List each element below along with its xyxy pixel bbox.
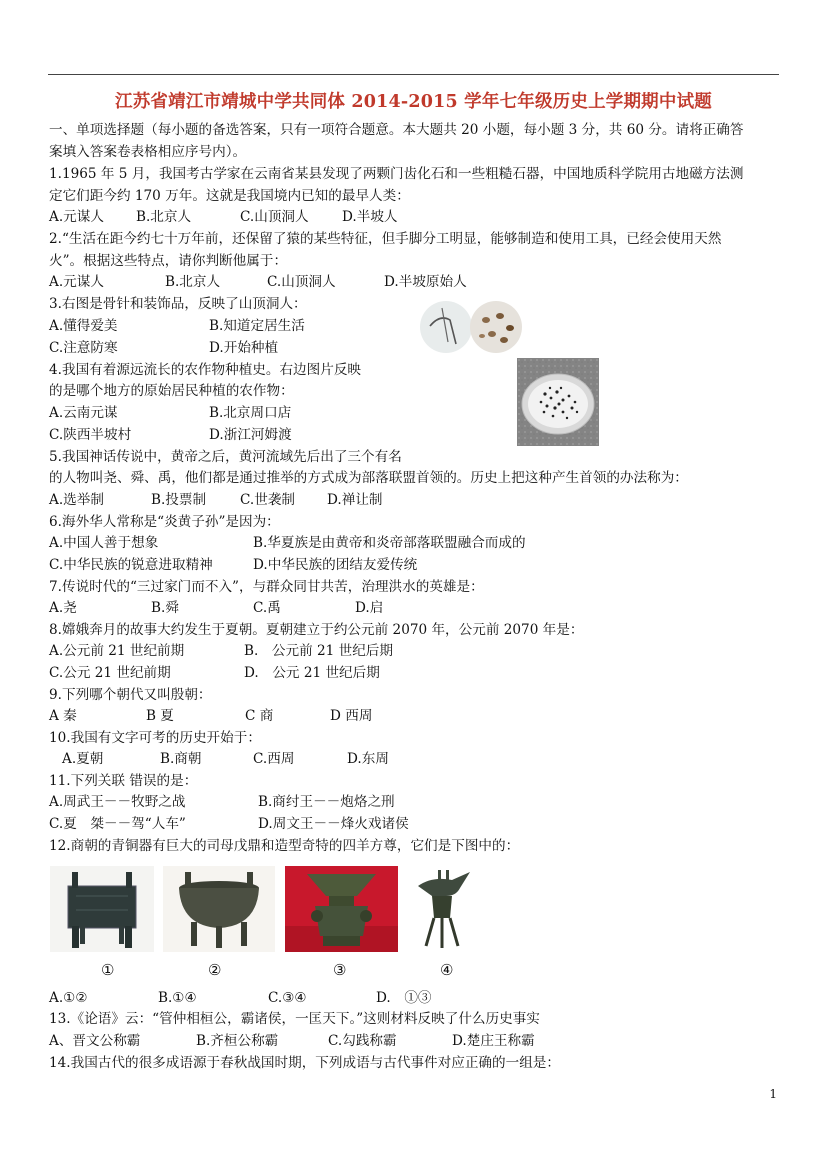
- option-b: B.北京周口店: [209, 405, 292, 421]
- question-14-stem: 14.我国古代的很多成语源于春秋战国时期，下列成语与古代事件对应正确的一组是：: [49, 1055, 560, 1071]
- option-a: A.周武王－－牧野之战: [49, 794, 186, 810]
- image-label-1: ①: [101, 961, 115, 979]
- section-intro-line: 案填入答案卷表格相应序号内）。: [49, 144, 247, 160]
- question-4-stem: 4.我国有着源远流长的农作物种植史。右边图片反映: [49, 362, 362, 378]
- question-10-stem: 10.我国有文字可考的历史开始于：: [49, 730, 261, 746]
- option-c: C.山顶洞人: [267, 274, 336, 290]
- question-7-stem: 7.传说时代的“三过家门而不入”，与群众同甘共苦，治理洪水的英雄是：: [49, 579, 484, 595]
- option-b: B. 公元前 21 世纪后期: [244, 643, 393, 659]
- option-a: A.中国人善于想象: [49, 535, 159, 551]
- option-a: A.尧: [49, 600, 77, 616]
- option-b: B.投票制: [151, 492, 207, 508]
- option-b: B.华夏族是由黄帝和炎帝部落联盟融合而成的: [253, 535, 526, 551]
- image-label-4: ④: [440, 961, 454, 979]
- option-a: A.公元前 21 世纪前期: [49, 643, 185, 659]
- option-d: D.启: [355, 600, 384, 616]
- option-d: D.禅让制: [327, 492, 383, 508]
- question-4-stem: 的是哪个地方的原始居民种植的农作物：: [49, 383, 294, 399]
- option-d: D.半坡原始人: [384, 274, 467, 290]
- question-5-stem: 5.我国神话传说中，黄帝之后，黄河流域先后出了三个有名: [49, 449, 402, 465]
- option-b: B.商朝: [160, 751, 202, 767]
- option-c: C.勾践称霸: [328, 1033, 397, 1049]
- option-d: D. 公元 21 世纪后期: [244, 665, 380, 681]
- question-1-stem: 1.1965 年 5 月，我国考古学家在云南省某县发现了两颗门齿化石和一些粗糙石器，中国地质科学院用古地磁方法测: [49, 166, 744, 182]
- question-12-stem: 12.商朝的青铜器有巨大的司母戊鼎和造型奇特的四羊方尊，它们是下图中的：: [49, 838, 520, 854]
- option-c: C.世袭制: [240, 492, 296, 508]
- question-13-stem: 13.《论语》云：“管仲相桓公，霸诸侯，一匡天下。”这则材料反映了什么历史事实: [49, 1011, 540, 1027]
- grain-bowl-image: [517, 358, 599, 446]
- image-label-3: ③: [333, 961, 347, 979]
- option-b: B.知道定居生活: [209, 318, 305, 334]
- option-c: C.禹: [253, 600, 281, 616]
- option-a: A.元谋人: [49, 209, 104, 225]
- page-title: 江苏省靖江市靖城中学共同体 2014-2015 学年七年级历史上学期期中试题: [115, 92, 712, 112]
- option-c: C.山顶洞人: [240, 209, 309, 225]
- question-9-stem: 9.下列哪个朝代又叫殷朝：: [49, 687, 212, 703]
- option-a: A.元谋人: [49, 274, 104, 290]
- option-c: C 商: [245, 708, 274, 724]
- question-6-stem: 6.海外华人常称是“炎黄子孙”是因为：: [49, 514, 280, 530]
- bone-needle-ornaments-image: [420, 298, 524, 356]
- option-a: A.选举制: [49, 492, 104, 508]
- question-11-stem: 11.下列关联 错误的是：: [49, 773, 198, 789]
- image-label-2: ②: [208, 961, 222, 979]
- option-b: B 夏: [146, 708, 174, 724]
- option-d: D.浙江河姆渡: [209, 427, 292, 443]
- option-c: C.③④: [268, 990, 307, 1006]
- option-c: C.夏 桀－－驾“人车”: [49, 816, 186, 832]
- option-d: D. ①③: [376, 990, 432, 1006]
- option-a: A 秦: [49, 708, 77, 724]
- page-number: 1: [769, 1087, 777, 1101]
- option-a: A.夏朝: [62, 751, 104, 767]
- option-b: B.北京人: [165, 274, 221, 290]
- option-b: B.北京人: [136, 209, 192, 225]
- option-b: B.齐桓公称霸: [196, 1033, 279, 1049]
- question-3-stem: 3.右图是骨针和装饰品，反映了山顶洞人：: [49, 296, 307, 312]
- bronze-round-ding-image: [163, 866, 275, 952]
- question-8-stem: 8.嫦娥奔月的故事大约发生于夏朝。夏朝建立于约公元前 2070 年，公元前 2070 年是：: [49, 622, 584, 638]
- option-d: D.半坡人: [342, 209, 398, 225]
- option-d: D.东周: [347, 751, 389, 767]
- option-c: C.公元 21 世纪前期: [49, 665, 171, 681]
- option-a: A、晋文公称霸: [49, 1033, 141, 1049]
- question-1-stem: 定它们距今约 170 万年。这就是我国境内已知的最早人类：: [49, 188, 410, 204]
- option-c: C.中华民族的锐意进取精神: [49, 557, 213, 573]
- option-a: A.云南元谋: [49, 405, 118, 421]
- option-c: C.西周: [253, 751, 295, 767]
- option-d: D.中华民族的团结友爱传统: [253, 557, 418, 573]
- question-2-stem: 火”。根据这些特点，请你判断他属于：: [49, 253, 288, 269]
- option-a: A.①②: [49, 990, 88, 1006]
- option-b: B.商纣王－－炮烙之刑: [258, 794, 395, 810]
- option-d: D 西周: [330, 708, 373, 724]
- four-ram-square-zun-image: [285, 866, 398, 952]
- option-d: D.开始种植: [209, 340, 279, 356]
- section-intro-line: 一、单项选择题（每小题的备选答案，只有一项符合题意。本大题共 20 小题，每小题 3 分，共 60 分。请将正确答: [49, 122, 744, 138]
- option-d: D.周文王－－烽火戏诸侯: [258, 816, 409, 832]
- option-c: C.注意防寒: [49, 340, 118, 356]
- question-5-stem: 的人物叫尧、舜、禹，他们都是通过推举的方式成为部落联盟首领的。历史上把这种产生首领的办法称为：: [49, 470, 688, 486]
- option-b: B.①④: [158, 990, 197, 1006]
- bronze-jue-image: [412, 866, 474, 952]
- option-b: B.舜: [151, 600, 179, 616]
- option-c: C.陕西半坡村: [49, 427, 132, 443]
- header-rule: [48, 74, 779, 75]
- option-a: A.懂得爱美: [49, 318, 118, 334]
- question-2-stem: 2.“生活在距今约七十万年前，还保留了猿的某些特征，但手脚分工明显，能够制造和使用工具，已经会使用天然: [49, 231, 722, 247]
- option-d: D.楚庄王称霸: [452, 1033, 535, 1049]
- bronze-square-ding-image: [50, 866, 154, 952]
